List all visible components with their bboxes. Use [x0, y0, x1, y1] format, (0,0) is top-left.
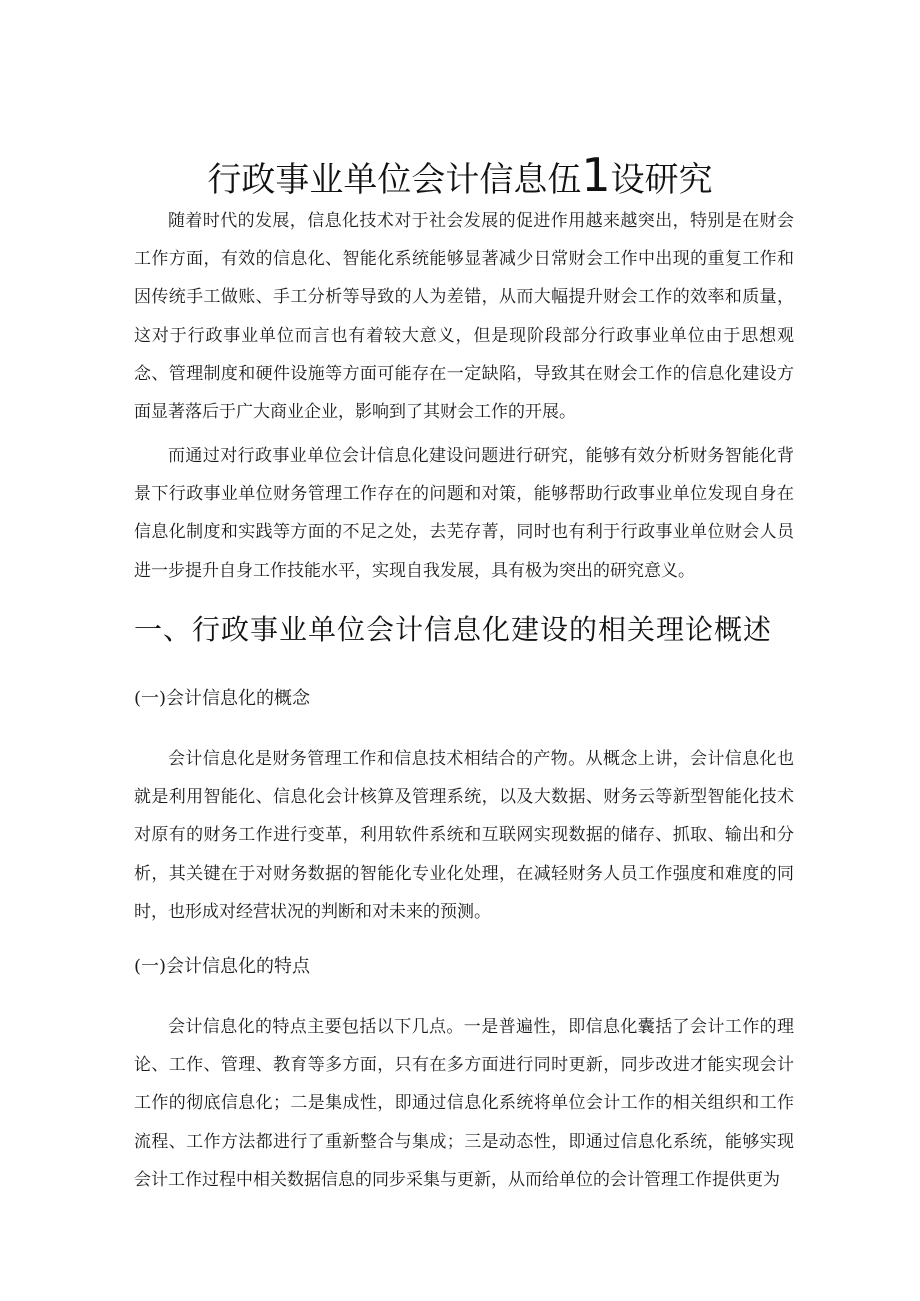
title-text-part2: 1 [581, 147, 611, 202]
concept-paragraph: 会计信息化是财务管理工作和信息技术相结合的产物。从概念上讲，会计信息化也就是利用智能化、信息化会计核算及管理系统，以及大数据、财务云等新型智能化技术对原有的财务工作进行变革，利用软件系统和互联网实现数据的储存、抓取、输出和分析，其关键在于对财务数据的智能化专业化处理，在减轻财务人员工作强度和难度的同时，也形成对经营状况的判断和对未来的预测。 [134, 749, 794, 922]
title-text-part3: 设研究 [610, 159, 713, 200]
subsection-heading-concept: (一)会计信息化的概念 [134, 688, 311, 709]
intro-paragraph-1: 随着时代的发展，信息化技术对于社会发展的促进作用越来越突出，特别是在财会工作方面，有效的信息化、智能化系统能够显著减少日常财会工作中出现的重复工作和因传统手工做账、手工分析等导致的人为差错，从而大幅提升财会工作的效率和质量，这对于行政事业单位而言也有着较大意义，但是现阶段部分行政事业单位由于思想观念、管理制度和硬件设施等方面可能存在一定缺陷，导致其在财会工作的信息化建设方面显著落后于广大商业企业，影响到了其财会工作的开展。 [134, 211, 794, 423]
subsection-heading-features: (一)会计信息化的特点 [134, 956, 311, 977]
title-text-part1: 行政事业单位会计信息伍 [207, 159, 582, 200]
features-paragraph: 会计信息化的特点主要包括以下几点。一是普遍性，即信息化囊括了会计工作的理论、工作、管理、教育等多方面，只有在多方面进行同时更新，同步改进才能实现会计工作的彻底信息化；二是集成性，即通过信息化系统将单位会计工作的相关组织和工作流程、工作方法都进行了重新整合与集成；三是动态性，即通过信息化系统，能够实现会计工作过程中相关数据信息的同步采集与更新，从而给单位的会计管理工作提供更为 [134, 1017, 794, 1190]
section-heading: 一、行政事业单位会计信息化建设的相关理论概述 [134, 613, 773, 646]
intro-paragraph-2: 而通过对行政事业单位会计信息化建设问题进行研究，能够有效分析财务智能化背景下行政事业单位财务管理工作存在的问题和对策，能够帮助行政事业单位发现自身在信息化制度和实践等方面的不足之处，去芜存菁，同时也有利于行政事业单位财会人员进一步提升自身工作技能水平，实现自我发展，具有极为突出的研究意义。 [134, 446, 794, 581]
document-title [0, 147, 920, 204]
